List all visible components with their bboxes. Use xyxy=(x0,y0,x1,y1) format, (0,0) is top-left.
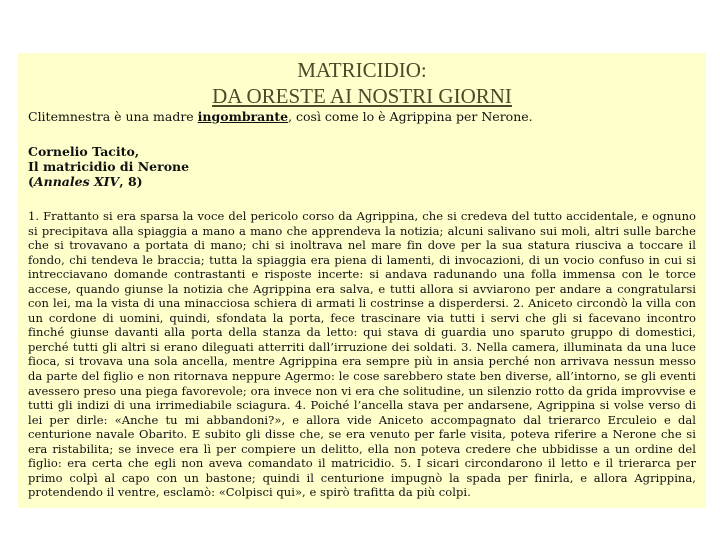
page-title xyxy=(18,57,706,109)
source-author: Cornelio Tacito, xyxy=(28,144,140,159)
source-work: Il matricidio di Nerone xyxy=(28,159,190,174)
source-ref-close: , 8) xyxy=(119,174,143,189)
intro-text-before: Clitemnestra è una madre xyxy=(28,109,198,124)
title-line-1: MATRICIDIO: xyxy=(297,58,427,82)
intro-sentence xyxy=(28,109,698,124)
text-panel xyxy=(18,53,706,508)
source-ref-italic: Annales XIV xyxy=(33,174,120,189)
source-ref-open: ( xyxy=(28,174,34,189)
body-paragraph: 1. Frattanto si era sparsa la voce del pericolo corso da Agrippina, che si credeva del tutto accidentale, e ognuno si precipitava alla spiaggia a mano a mano che apprendeva la notizia; alcuni salivano sui moli, altri sulle barche che si trovavano a portata di mano; chi si inoltrava nel mare fin dove per la sua statura riusciva a toccare il fondo, chi tendeva le braccia; tutta la spiaggia era piena di lamenti, di invocazioni, di un vocio confuso in cui si intrecciavano domande contrastanti e risposte incerte: si andava radunando una folla immensa con le torce accese, quando giunse la notizia che Agrippina era salva, e tutti allora si avviarono per andare a congratularsi con lei, ma la vista di una minacciosa schiera di armati li costrinse a disperdersi. 2. Aniceto circondò la villa con un cordone di uomini, quindi, sfondata la porta, fece trascinare via tutti i servi che gli si facevano incontro finché giunse davanti alla porta della stanza da letto: qui stava di guardia uno sparuto gruppo di domestici, perché tutti gli altri si erano dileguati atterriti dall’irruzione dei soldati. 3. Nella camera, illuminata da una luce fioca, si trovava una sola ancella, mentre Agrippina era sempre più in ansia perché non arrivava nessun messo da parte del figlio e non ritornava neppure Agermo: le cose sarebbero state ben diverse, all’intorno, se gli eventi avessero preso una piega favorevole; ora invece non vi era che solitudine, un silenzio rotto da grida improvvise e tutti gli indizi di una irrimediabile sciagura. 4. Poiché l’ancella stava per andarsene, Agrippina si volse verso di lei per dirle: «Anche tu mi abbandoni?», e allora vide Aniceto accompagnato dal trierarco Erculeio e dal centurione navale Obarito. E subito gli disse che, se era venuto per farle visita, poteva riferire a Nerone che si era ristabilita; se invece era lì per compiere un delitto, ella non poteva credere che ubbidisse a un ordine del figlio: era certa che egli non aveva comandato il matricidio. 5. I sicari circondarono il letto e il trierarca per primo colpì al capo con un bastone; quindi il centurione impugnò la spada per finirla, e allora Agrippina, protendendo il ventre, esclamò: «Colpisci qui», e spirò trafitta da più colpi. xyxy=(28,209,696,500)
intro-text-after: , così come lo è Agrippina per Nerone. xyxy=(288,109,533,124)
source-reference xyxy=(28,174,698,189)
intro-highlight: ingombrante xyxy=(197,109,289,124)
source-citation xyxy=(28,144,698,189)
title-line-2: DA ORESTE AI NOSTRI GIORNI xyxy=(212,84,512,108)
